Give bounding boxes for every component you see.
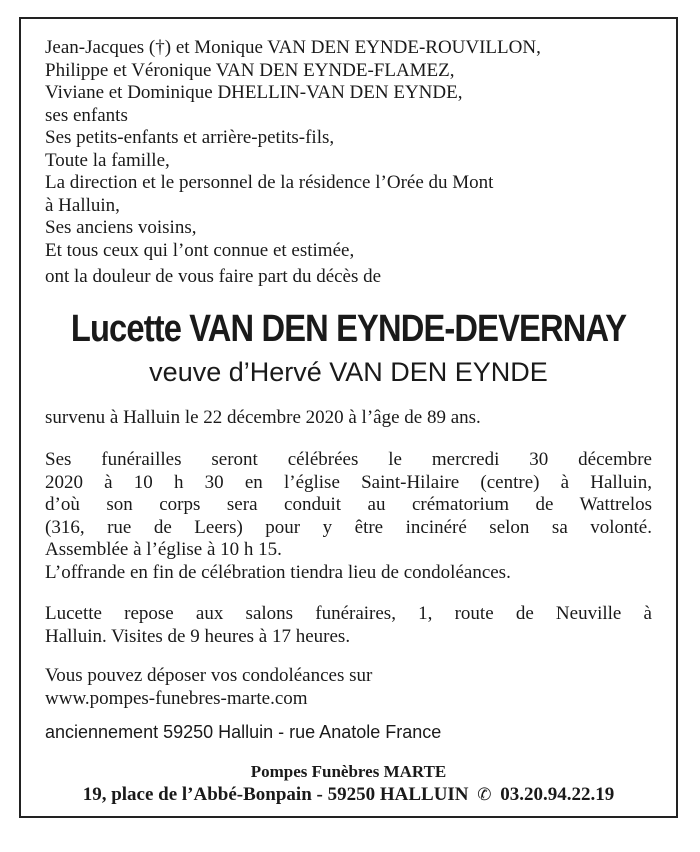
- funeral-details: [45, 449, 652, 584]
- funeral-line: L’offrande en fin de célébration tiendra lieu de condoléances.: [45, 561, 511, 583]
- funeral-home-phone: 03.20.94.22.19: [500, 784, 615, 805]
- family-line: à Halluin,: [45, 194, 120, 216]
- repose-line: Halluin. Visites de 9 heures à 17 heures.: [45, 625, 351, 647]
- family-line: Ses anciens voisins,: [45, 217, 197, 238]
- family-line: Jean-Jacques (†) et Monique VAN DEN EYNDE-ROUVILLON,: [45, 37, 541, 58]
- family-line: Ses petits-enfants et arrière-petits-fils,: [45, 127, 335, 148]
- repose-line: Lucette repose aux salons funéraires, 1, route de Neuville à: [45, 603, 652, 624]
- family-line: ses enfants: [45, 104, 128, 126]
- deceased-name: Lucette VAN DEN EYNDE-DEVERNAY: [70, 308, 627, 350]
- family-list: [45, 37, 652, 262]
- obituary-notice: [19, 17, 678, 818]
- family-line: Et tous ceux qui l’ont connue et estimée,: [45, 239, 355, 261]
- funeral-home-name: Pompes Funèbres MARTE: [250, 762, 447, 781]
- funeral-line: Ses funérailles seront célébrées le mercredi 30 décembre: [45, 449, 652, 470]
- funeral-line: Assemblée à l’église à 10 h 15.: [45, 539, 282, 560]
- family-line: Toute la famille,: [45, 149, 170, 171]
- condolences-line: Vous pouvez déposer vos condoléances sur: [45, 665, 373, 686]
- family-line: La direction et le personnel de la résidence l’Orée du Mont: [45, 172, 494, 193]
- condolences-url[interactable]: www.pompes-funebres-marte.com: [45, 687, 308, 709]
- widow-of: veuve d’Hervé VAN DEN EYNDE: [149, 357, 548, 387]
- funeral-home-address: 19, place de l’Abbé-Bonpain - 59250 HALLUIN: [82, 784, 469, 805]
- repose-details: [45, 603, 652, 648]
- former-address: anciennement 59250 Halluin - rue Anatole France: [45, 722, 442, 742]
- phone-icon: ✆: [477, 785, 492, 804]
- condolences-info: [45, 665, 652, 710]
- death-notice: survenu à Halluin le 22 décembre 2020 à l’âge de 89 ans.: [45, 407, 481, 428]
- funeral-home-address-line: [21, 784, 676, 806]
- announcement: ont la douleur de vous faire part du décès de: [45, 266, 382, 287]
- funeral-line: 2020 à 10 h 30 en l’église Saint-Hilaire (centre) à Halluin,: [45, 471, 652, 493]
- funeral-line: d’où son corps sera conduit au crématorium de Wattrelos: [45, 494, 652, 515]
- funeral-line: (316, rue de Leers) pour y être incinéré selon sa volonté.: [45, 516, 652, 538]
- family-line: Viviane et Dominique DHELLIN-VAN DEN EYNDE,: [45, 82, 463, 103]
- family-line: Philippe et Véronique VAN DEN EYNDE-FLAMEZ,: [45, 59, 455, 81]
